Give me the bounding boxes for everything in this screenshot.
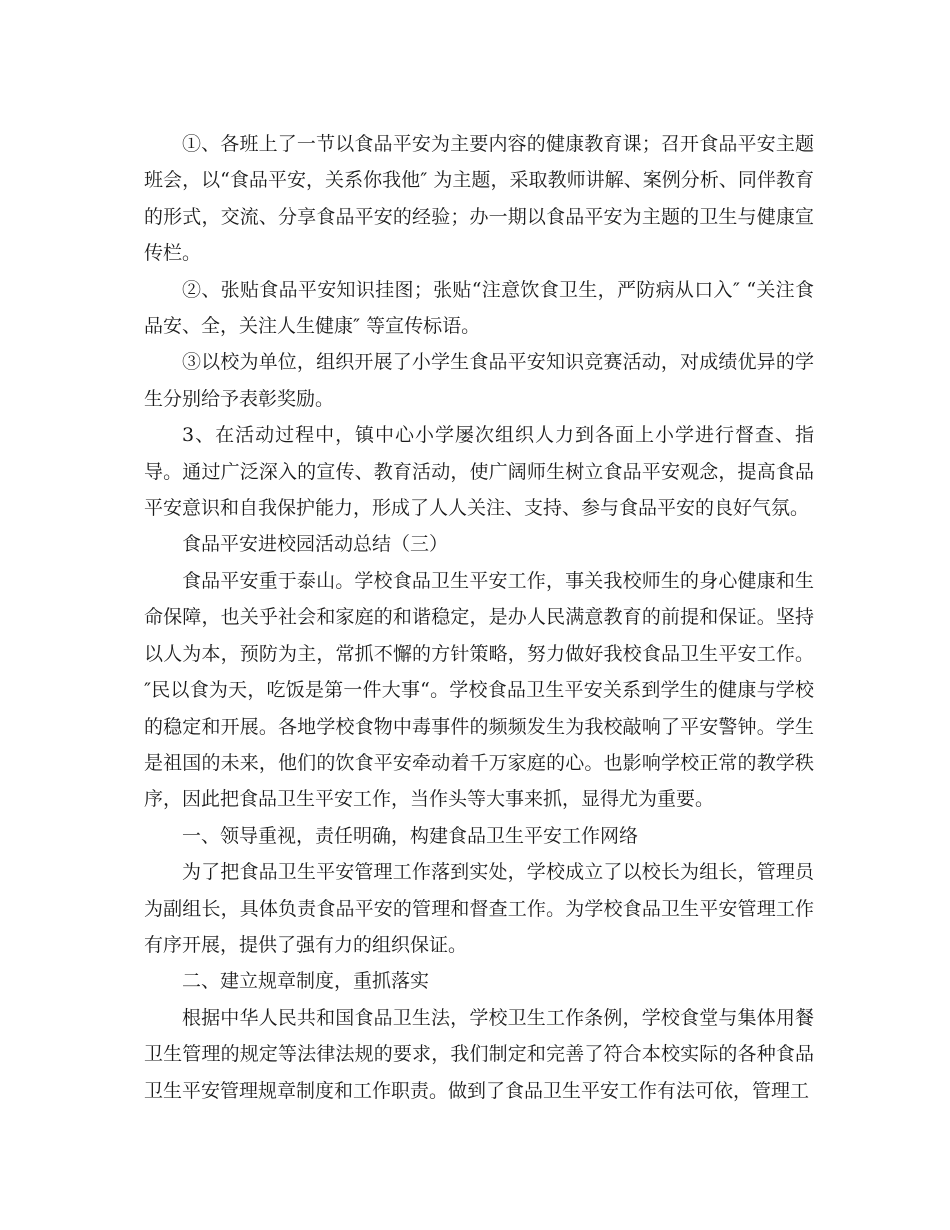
- heading-leadership: 一、领导重视，责任明确，构建食品卫生平安工作网络: [182, 824, 639, 847]
- paragraph-regulations: 根据中华人民共和国食品卫生法，学校卫生工作条例，学校食堂与集体用餐卫生管理的规定等法律法规的要求，我们制定和完善了符合本校实际的各种食品卫生平安管理规章制度和工作职责。做到了食品卫生平安工作有法可依，管理工: [144, 1006, 814, 1102]
- paragraph-activity-2: ②、张贴食品平安知识挂图；张贴“注意饮食卫生，严防病从口入″ “关注食品安、全，关注人生健康″ 等宣传标语。: [144, 278, 814, 338]
- paragraph-intro: 食品平安重于泰山。学校食品卫生平安工作，事关我校师生的身心健康和生命保障，也关乎社会和家庭的和谐稳定，是办人民满意教育的前提和保证。坚持以人为本，预防为主，常抓不懈的方针策略，努力做好我校食品卫生平安工作。″民以食为天，吃饭是第一件大事“。学校食品卫生平安关系到学生的健康与学校的稳定和开展。各地学校食物中毒事件的频频发生为我校敲响了平安警钟。学生是祖国的未来，他们的饮食平安牵动着千万家庭的心。也影响学校正常的教学秩序，因此把食品卫生平安工作，当作头等大事来抓，显得尤为重要。: [144, 569, 814, 811]
- paragraph-activity-3: ③以校为单位，组织开展了小学生食品平安知识竞赛活动，对成绩优异的学生分别给予表彰奖励。: [144, 351, 814, 410]
- document-body: [144, 126, 814, 1109]
- paragraph-activity-1: ①、各班上了一节以食品平安为主要内容的健康教育课；召开食品平安主题班会，以“食品平安，关系你我他″ 为主题，采取教师讲解、案例分析、同伴教育的形式，交流、分享食品平安的经验；办一期以食品平安为主题的卫生与健康宣传栏。: [144, 133, 814, 265]
- paragraph-leadership: 为了把食品卫生平安管理工作落到实处，学校成立了以校长为组长，管理员为副组长，具体负责食品平安的管理和督查工作。为学校食品卫生平安管理工作有序开展，提供了强有力的组织保证。: [144, 861, 814, 956]
- section-title: 食品平安进校园活动总结（三）: [182, 533, 449, 556]
- paragraph-supervision: 3、在活动过程中，镇中心小学屡次组织人力到各面上小学进行督查、指导。通过广泛深入的宣传、教育活动，使广阔师生树立食品平安观念，提高食品平安意识和自我保护能力，形成了人人关注、支持、参与食品平安的良好气氛。: [144, 424, 814, 520]
- heading-regulations: 二、建立规章制度，重抓落实: [182, 970, 430, 993]
